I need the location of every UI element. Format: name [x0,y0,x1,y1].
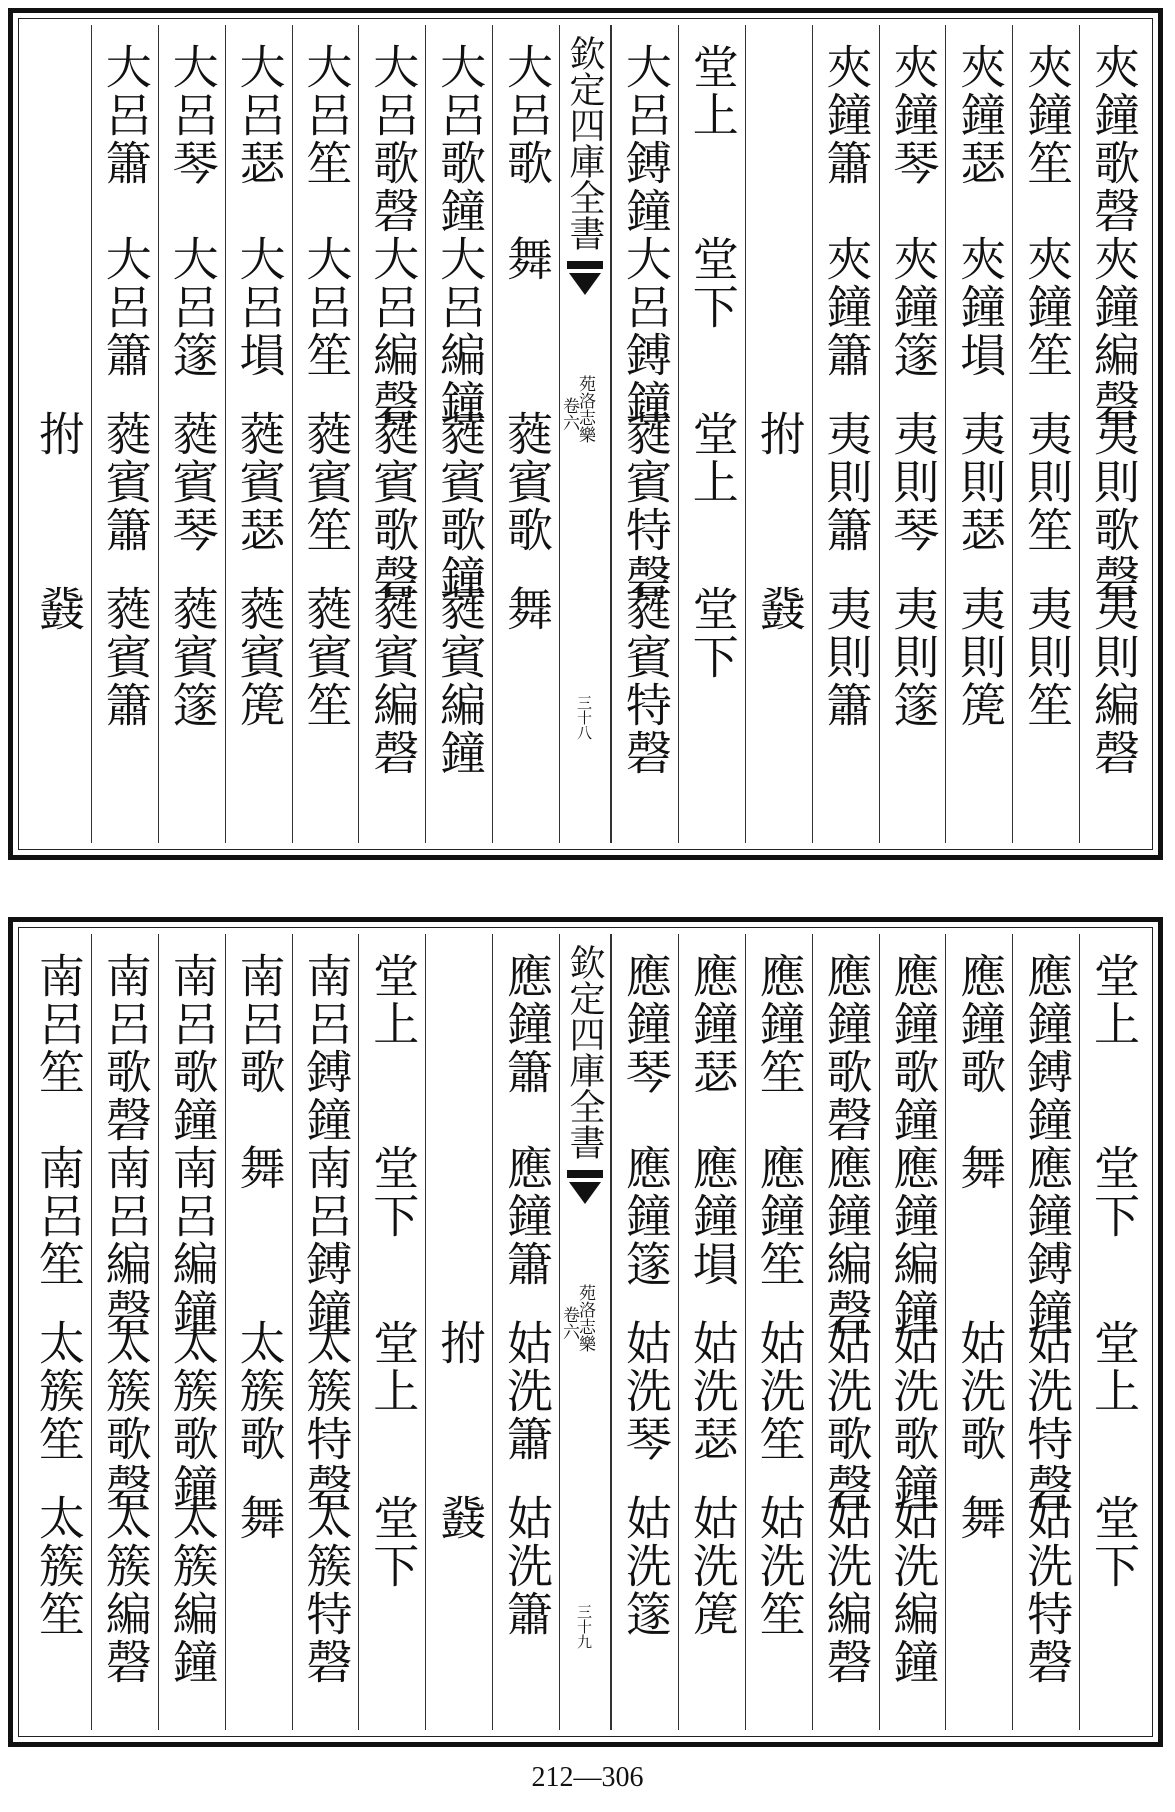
fish-tail-mark [567,1170,603,1178]
text-entry: 蕤賓瑟 [232,410,287,554]
text-entry: 夾鐘篴 [886,235,941,379]
text-entry: 姑洗箎 [685,1494,740,1638]
text-entry: 大呂塤 [232,235,287,379]
text-entry: 蕤賓歌磬 [366,410,421,602]
folio-number: 三十八 [575,695,593,740]
text-entry: 蕤賓箎 [232,585,287,729]
page-top [8,8,1163,860]
text-entry: 堂下 [1087,1494,1141,1590]
text-entry: 堂上 [366,952,421,1048]
text-entry: 蕤賓歌 [500,410,554,554]
text-column [745,934,812,1730]
text-entry: 大呂歌 [500,43,554,187]
text-entry: 姑洗笙 [752,1494,807,1638]
text-entry: 夾鐘琴 [886,43,941,187]
text-entry: 南呂鎛鐘 [299,1144,354,1336]
volume-label: 卷六 [559,397,579,431]
text-column [91,25,158,843]
text-column [879,25,946,843]
fish-tail-mark-lower [569,1182,601,1204]
text-column [745,25,812,843]
text-column [292,25,359,843]
text-column [158,25,225,843]
text-entry: 應鐘編磬 [819,1144,874,1336]
columns-top [25,25,1146,843]
text-entry: 大呂簫 [98,235,153,379]
text-entry: 大呂簫 [98,43,153,187]
text-entry: 蕤賓簫 [98,585,153,729]
text-column [425,25,492,843]
text-entry: 南呂歌鐘 [165,952,220,1144]
text-entry: 姑洗笙 [752,1319,807,1463]
text-entry: 鼗 [31,585,86,633]
text-entry: 大呂瑟 [232,43,287,187]
text-entry: 姑洗歌磬 [819,1319,874,1511]
text-column [1079,934,1146,1730]
fish-tail-mark-lower [569,273,601,295]
text-entry: 姑洗特磬 [1020,1494,1075,1686]
text-entry: 蕤賓特磬 [618,585,673,777]
text-entry: 應鐘歌磬 [819,952,874,1144]
text-entry: 應鐘歌鐘 [886,952,941,1144]
text-entry: 南呂鎛鐘 [299,952,354,1144]
volume-label: 卷六 [559,1306,579,1340]
text-entry: 太簇特磬 [299,1319,354,1511]
text-entry: 太簇歌 [232,1319,287,1463]
text-column [225,25,292,843]
text-column [292,934,359,1730]
text-entry: 應鐘歌 [953,952,1008,1096]
text-entry: 太簇編鐘 [165,1494,220,1686]
text-entry: 太簇編磬 [98,1494,153,1686]
text-column [1079,25,1146,843]
text-entry: 大呂篴 [165,235,220,379]
text-entry: 夾鐘笙 [1020,43,1075,187]
text-entry: 拊 [433,1319,488,1367]
text-entry: 蕤賓笙 [299,410,354,554]
text-column [945,25,1012,843]
text-column [25,934,91,1730]
text-entry: 夷則琴 [886,410,941,554]
text-entry: 南呂笙 [31,1144,86,1288]
book-title: 欽定四庫全書 [564,35,605,251]
text-entry: 夾鐘歌磬 [1087,43,1141,235]
text-column [425,934,492,1730]
text-entry: 大呂編磬 [366,235,421,427]
text-entry: 應鐘琴 [618,952,673,1096]
text-entry: 夾鐘瑟 [953,43,1008,187]
text-entry: 夷則歌磬 [1087,410,1141,602]
text-entry: 鼗 [433,1494,488,1542]
text-entry: 大呂笙 [299,235,354,379]
text-entry: 大呂鎛鐘 [618,235,673,427]
text-entry: 太簇歌磬 [98,1319,153,1511]
chapter-title: 苑洛志樂 [575,375,595,443]
text-entry: 舞 [953,1494,1008,1542]
text-entry: 姑洗特磬 [1020,1319,1075,1511]
text-column [812,934,879,1730]
text-entry: 蕤賓編磬 [366,585,421,777]
text-entry: 蕤賓編鐘 [433,585,488,777]
text-entry: 堂上 [366,1319,421,1415]
text-entry: 夷則簫 [819,410,874,554]
text-column [812,25,879,843]
text-entry: 南呂笙 [31,952,86,1096]
page-bottom [8,917,1163,1747]
text-column [611,25,678,843]
text-entry: 堂上 [685,410,740,506]
text-entry: 太簇笙 [31,1319,86,1463]
text-entry: 應鐘篴 [618,1144,673,1288]
text-entry: 南呂歌 [232,952,287,1096]
text-entry: 應鐘瑟 [685,952,740,1096]
center-margin-column [559,934,611,1730]
text-entry: 堂下 [366,1144,421,1240]
text-column [492,25,559,843]
text-entry: 應鐘笙 [752,952,807,1096]
text-entry: 夷則笙 [1020,585,1075,729]
text-entry: 堂上 [1087,952,1141,1048]
text-entry: 夾鐘笙 [1020,235,1075,379]
text-entry: 姑洗歌鐘 [886,1319,941,1511]
text-entry: 姑洗瑟 [685,1319,740,1463]
text-entry: 夾鐘簫 [819,235,874,379]
text-entry: 蕤賓琴 [165,410,220,554]
text-entry: 夷則箎 [953,585,1008,729]
text-entry: 姑洗編鐘 [886,1494,941,1686]
text-column [945,934,1012,1730]
text-entry: 南呂歌磬 [98,952,153,1144]
text-entry: 姑洗簫 [500,1319,554,1463]
text-entry: 大呂編鐘 [433,235,488,427]
text-column [25,25,91,843]
text-entry: 蕤賓篴 [165,585,220,729]
folio-number: 三十九 [575,1604,593,1649]
text-entry: 大呂歌鐘 [433,43,488,235]
text-entry: 應鐘塤 [685,1144,740,1288]
text-entry: 堂上 [685,43,740,139]
text-column [1012,25,1079,843]
text-column [611,934,678,1730]
text-entry: 夷則編磬 [1087,585,1141,777]
text-entry: 蕤賓歌鐘 [433,410,488,602]
text-entry: 舞 [500,585,554,633]
text-entry: 夷則篴 [886,585,941,729]
text-entry: 大呂琴 [165,43,220,187]
text-entry: 鼗 [752,585,807,633]
text-entry: 夾鐘簫 [819,43,874,187]
text-entry: 蕤賓特磬 [618,410,673,602]
text-entry: 堂下 [366,1494,421,1590]
text-entry: 夾鐘塤 [953,235,1008,379]
text-entry: 夾鐘編磬 [1087,235,1141,427]
text-entry: 姑洗簫 [500,1494,554,1638]
text-column [158,934,225,1730]
columns-bottom [25,934,1146,1730]
text-entry: 蕤賓笙 [299,585,354,729]
text-column [358,934,425,1730]
text-entry: 姑洗篴 [618,1494,673,1638]
text-column [1012,934,1079,1730]
text-entry: 太簇特磬 [299,1494,354,1686]
center-margin-column [559,25,611,843]
text-entry: 太簇笙 [31,1494,86,1638]
fish-tail-mark [567,261,603,269]
text-entry: 應鐘簫 [500,1144,554,1288]
text-entry: 應鐘笙 [752,1144,807,1288]
text-entry: 舞 [500,235,554,283]
text-entry: 堂下 [685,235,740,331]
text-entry: 堂上 [1087,1319,1141,1415]
chapter-title: 苑洛志樂 [575,1284,595,1352]
text-entry: 夷則瑟 [953,410,1008,554]
text-entry: 南呂編磬 [98,1144,153,1336]
text-entry: 應鐘鎛鐘 [1020,1144,1075,1336]
text-entry: 舞 [232,1494,287,1542]
page-footer-number: 212—306 [531,1762,644,1793]
text-entry: 姑洗歌 [953,1319,1008,1463]
text-column [225,934,292,1730]
text-column [879,934,946,1730]
text-entry: 舞 [232,1144,287,1192]
text-column [678,25,745,843]
text-entry: 太簇歌鐘 [165,1319,220,1511]
text-column [492,934,559,1730]
text-entry: 姑洗編磬 [819,1494,874,1686]
text-entry: 姑洗琴 [618,1319,673,1463]
text-entry: 南呂編鐘 [165,1144,220,1336]
text-entry: 夷則笙 [1020,410,1075,554]
text-entry: 應鐘鎛鐘 [1020,952,1075,1144]
text-entry: 蕤賓簫 [98,410,153,554]
text-entry: 大呂歌磬 [366,43,421,235]
text-entry: 舞 [953,1144,1008,1192]
text-entry: 大呂鎛鐘 [618,43,673,235]
text-column [91,934,158,1730]
text-entry: 堂下 [685,585,740,681]
text-entry: 拊 [31,410,86,458]
text-entry: 堂下 [1087,1144,1141,1240]
text-entry: 應鐘簫 [500,952,554,1096]
text-entry: 應鐘編鐘 [886,1144,941,1336]
text-column [358,25,425,843]
book-title: 欽定四庫全書 [564,944,605,1160]
text-entry: 拊 [752,410,807,458]
text-entry: 大呂笙 [299,43,354,187]
text-column [678,934,745,1730]
text-entry: 夷則簫 [819,585,874,729]
